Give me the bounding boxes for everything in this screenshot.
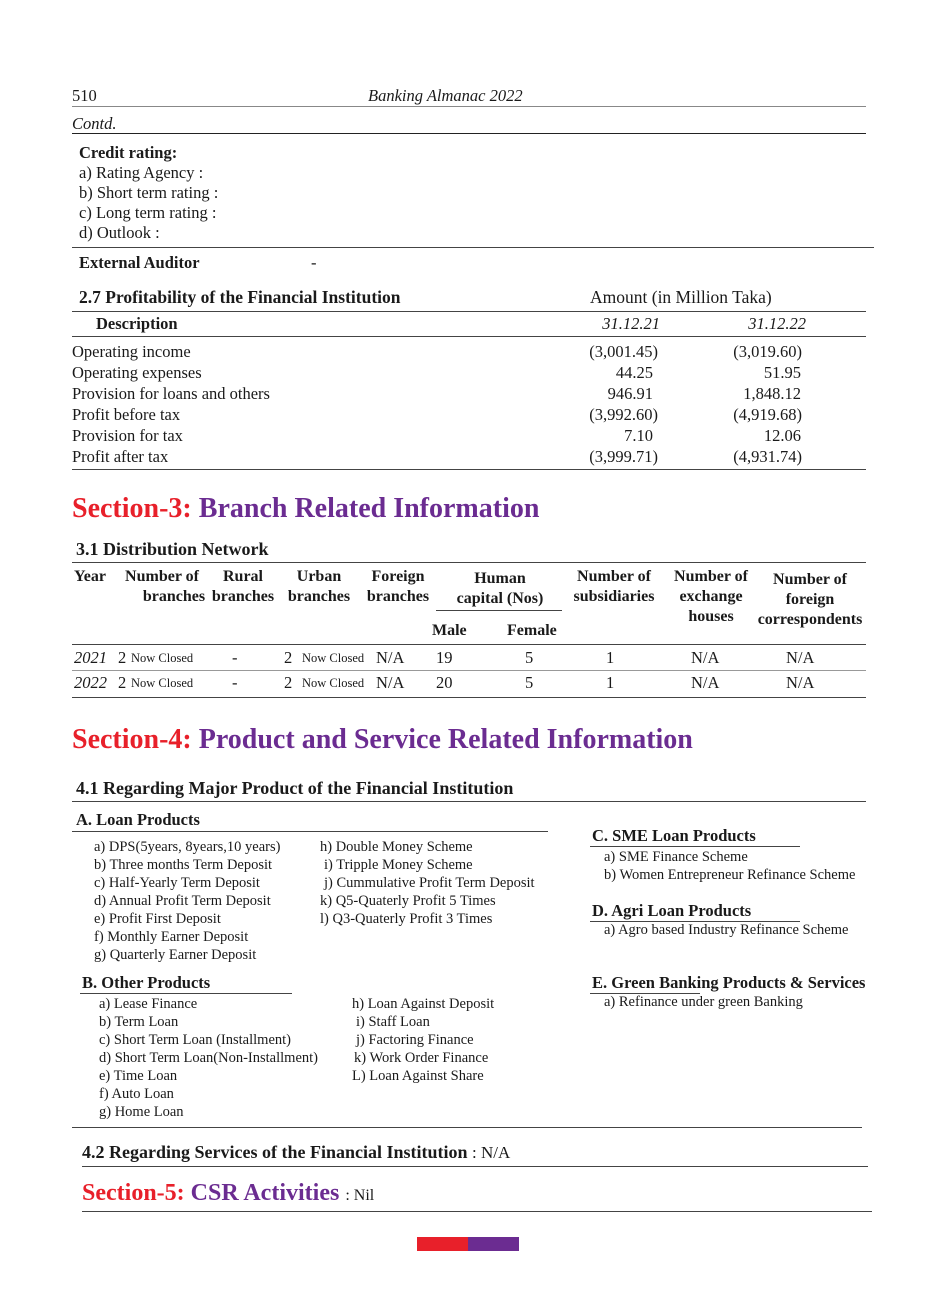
hdr-female: Female <box>507 622 557 639</box>
distribution-top-rule <box>72 562 866 563</box>
credit-rating-long: c) Long term rating : <box>79 203 217 222</box>
other-products-col2 <box>352 995 494 1085</box>
hdr-exch-line2: exchange <box>679 588 743 605</box>
hdr-exch-line1: Number of <box>674 568 748 585</box>
green-list <box>604 993 803 1011</box>
list-item: k) Work Order Finance <box>354 1050 489 1066</box>
hdr-subs-line2: subsidiaries <box>573 588 655 605</box>
list-item: b) Women Entrepreneur Refinance Scheme <box>604 867 856 883</box>
hdr-branches <box>118 567 206 607</box>
hdr-foreign <box>362 567 434 607</box>
cell-urban: 2 <box>284 648 293 667</box>
cell-year: 2022 <box>74 673 107 692</box>
hdr-exch-line3: houses <box>688 608 734 625</box>
section5-value: : Nil <box>345 1187 375 1204</box>
cell-branches: 2 <box>118 673 127 692</box>
services-line <box>82 1142 510 1163</box>
loan-products-col1 <box>94 838 280 964</box>
cell-year: 2021 <box>74 648 107 667</box>
profitability-top-rule <box>72 311 866 312</box>
profit-row-label: Provision for tax <box>72 426 183 445</box>
cell-branches-note: Now Closed <box>131 676 194 690</box>
services-rule <box>82 1166 868 1167</box>
amount-note: Amount (in Million Taka) <box>590 287 772 307</box>
footer-bar-red <box>417 1237 468 1251</box>
profit-row-2021: (3,992.60) <box>589 405 658 424</box>
hdr-urban-line2: branches <box>287 588 351 605</box>
page-number: 510 <box>72 86 97 105</box>
agri-list <box>604 921 848 939</box>
hdr-correspondents <box>750 570 870 630</box>
cell-foreign: N/A <box>376 673 405 692</box>
list-item: i) Tripple Money Scheme <box>324 857 473 873</box>
profit-row-2021: 44.25 <box>615 363 653 382</box>
profit-row-2022: (4,931.74) <box>733 447 802 466</box>
running-title: Banking Almanac 2022 <box>368 86 523 105</box>
profit-row-2022: (4,919.68) <box>733 405 802 424</box>
profit-row-2021: (3,001.45) <box>589 342 658 361</box>
hdr-branches-line2: branches <box>142 588 206 605</box>
header-rule <box>72 106 866 107</box>
section5-title: CSR Activities <box>190 1180 340 1206</box>
cell-subsidiaries: 1 <box>606 673 615 692</box>
cell-correspondents: N/A <box>786 673 815 692</box>
section5-prefix: Section-5: <box>82 1180 185 1206</box>
col-2022: 31.12.22 <box>748 314 806 333</box>
loan-products-rule <box>72 831 548 832</box>
cell-female: 5 <box>525 673 534 692</box>
profit-row-label: Operating expenses <box>72 363 202 382</box>
profitability-title: 2.7 Profitability of the Financial Institution <box>79 287 401 307</box>
external-auditor-value: - <box>311 253 317 272</box>
list-item: h) Loan Against Deposit <box>352 996 495 1012</box>
cell-correspondents: N/A <box>786 648 815 667</box>
list-item: i) Staff Loan <box>356 1014 430 1030</box>
hdr-year: Year <box>74 568 106 585</box>
list-item: h) Double Money Scheme <box>320 839 473 855</box>
list-item: f) Monthly Earner Deposit <box>94 929 249 945</box>
cell-male: 20 <box>436 673 453 692</box>
hdr-corr-line3: correspondents <box>757 611 863 628</box>
loan-products-col2 <box>320 838 535 928</box>
cell-urban-note: Now Closed <box>302 676 365 690</box>
hdr-corr-line2: foreign <box>785 591 835 608</box>
hdr-subsidiaries <box>566 567 662 607</box>
other-products-col1 <box>99 995 318 1121</box>
list-item: k) Q5-Quaterly Profit 5 Times <box>320 893 496 909</box>
profit-row-2022: 51.95 <box>763 363 801 382</box>
section3-title: Branch Related Information <box>198 493 540 524</box>
human-capital-rule <box>436 610 562 611</box>
profit-row-label: Profit after tax <box>72 447 169 466</box>
hdr-foreign-line1: Foreign <box>371 568 425 585</box>
list-item: d) Annual Profit Term Deposit <box>94 893 271 909</box>
major-product-title: 4.1 Regarding Major Product of the Financial Institution <box>76 778 514 798</box>
list-item: b) Three months Term Deposit <box>94 857 273 873</box>
distribution-network-title: 3.1 Distribution Network <box>76 539 269 559</box>
cell-exchange: N/A <box>691 648 720 667</box>
cell-rural: - <box>232 648 238 667</box>
sme-list <box>604 848 855 884</box>
distribution-row-rule <box>72 670 866 671</box>
footer-bar-purple <box>468 1237 519 1251</box>
list-item: e) Profit First Deposit <box>94 911 221 927</box>
hdr-male: Male <box>432 622 467 639</box>
section4-prefix: Section-4: <box>72 724 192 755</box>
credit-rating-title: Credit rating: <box>79 143 178 162</box>
hdr-exchange-houses <box>664 567 758 627</box>
contd-label: Contd. <box>72 114 117 133</box>
section4-heading <box>72 724 693 756</box>
cell-branches: 2 <box>118 648 127 667</box>
hdr-rural-line1: Rural <box>223 568 263 585</box>
hdr-rural-line2: branches <box>211 588 275 605</box>
section5-heading <box>82 1180 374 1207</box>
list-item: l) Q3-Quaterly Profit 3 Times <box>320 911 493 927</box>
services-title: 4.2 Regarding Services of the Financial Institution <box>82 1142 468 1162</box>
agri-title: D. Agri Loan Products <box>592 901 752 920</box>
section3-prefix: Section-3: <box>72 493 192 524</box>
cell-female: 5 <box>525 648 534 667</box>
credit-rating-rule <box>72 247 874 248</box>
credit-rating-short: b) Short term rating : <box>79 183 219 202</box>
external-auditor-label: External Auditor <box>79 253 200 272</box>
credit-rating-outlook: d) Outlook : <box>79 223 160 242</box>
cell-branches-note: Now Closed <box>131 651 194 665</box>
hdr-branches-line1: Number of <box>125 568 199 585</box>
services-value: : N/A <box>472 1143 511 1162</box>
hdr-urban <box>284 567 354 607</box>
list-item: a) Lease Finance <box>99 996 198 1012</box>
hdr-urban-line1: Urban <box>296 568 342 585</box>
green-title: E. Green Banking Products & Services <box>592 973 866 992</box>
list-item: g) Quarterly Earner Deposit <box>94 947 257 963</box>
section5-rule <box>82 1211 872 1212</box>
cell-urban-note: Now Closed <box>302 651 365 665</box>
col-description: Description <box>96 314 178 333</box>
col-2021: 31.12.21 <box>602 314 660 333</box>
list-item: a) DPS(5years, 8years,10 years) <box>94 839 281 855</box>
credit-rating-agency: a) Rating Agency : <box>79 163 204 182</box>
list-item: a) Refinance under green Banking <box>604 994 803 1010</box>
sme-title: C. SME Loan Products <box>592 826 756 845</box>
list-item: e) Time Loan <box>99 1068 178 1084</box>
profitability-header-rule <box>72 336 866 337</box>
profit-row-2022: 1,848.12 <box>743 384 801 403</box>
list-item: g) Home Loan <box>99 1104 184 1120</box>
cell-urban: 2 <box>284 673 293 692</box>
profit-row-2022: (3,019.60) <box>733 342 802 361</box>
list-item: f) Auto Loan <box>99 1086 174 1102</box>
cell-male: 19 <box>436 648 453 667</box>
hdr-rural <box>208 567 278 607</box>
profit-row-2021: (3,999.71) <box>589 447 658 466</box>
hdr-human-line2: capital (Nos) <box>456 590 544 607</box>
distribution-bottom-rule <box>72 697 866 698</box>
major-product-rule <box>72 801 866 802</box>
list-item: c) Short Term Loan (Installment) <box>99 1032 291 1048</box>
list-item: j) Cummulative Profit Term Deposit <box>324 875 535 891</box>
section3-heading <box>72 493 539 525</box>
loan-products-title: A. Loan Products <box>76 810 200 829</box>
cell-exchange: N/A <box>691 673 720 692</box>
list-item: c) Half-Yearly Term Deposit <box>94 875 260 891</box>
hdr-foreign-line2: branches <box>366 588 430 605</box>
other-products-title: B. Other Products <box>82 973 211 992</box>
profit-row-2021: 7.10 <box>624 426 653 445</box>
products-bottom-rule <box>72 1127 862 1128</box>
hdr-human-line1: Human <box>474 570 526 587</box>
list-item: j) Factoring Finance <box>356 1032 474 1048</box>
profitability-bottom-rule <box>72 469 866 470</box>
hdr-human-capital <box>440 569 560 609</box>
cell-foreign: N/A <box>376 648 405 667</box>
list-item: a) SME Finance Scheme <box>604 849 748 865</box>
list-item: a) Agro based Industry Refinance Scheme <box>604 922 849 938</box>
hdr-corr-line1: Number of <box>773 571 847 588</box>
profit-row-label: Operating income <box>72 342 191 361</box>
list-item: L) Loan Against Share <box>352 1068 484 1084</box>
contd-rule <box>72 133 866 134</box>
profit-row-2021: 946.91 <box>607 384 653 403</box>
cell-rural: - <box>232 673 238 692</box>
cell-subsidiaries: 1 <box>606 648 615 667</box>
distribution-header-rule <box>72 644 866 645</box>
profit-row-label: Profit before tax <box>72 405 181 424</box>
hdr-subs-line1: Number of <box>577 568 651 585</box>
other-products-rule <box>80 993 292 994</box>
section4-title: Product and Service Related Information <box>198 724 693 755</box>
list-item: b) Term Loan <box>99 1014 179 1030</box>
profit-row-label: Provision for loans and others <box>72 384 270 403</box>
profit-row-2022: 12.06 <box>763 426 801 445</box>
list-item: d) Short Term Loan(Non-Installment) <box>99 1050 318 1066</box>
sme-rule <box>590 846 800 847</box>
